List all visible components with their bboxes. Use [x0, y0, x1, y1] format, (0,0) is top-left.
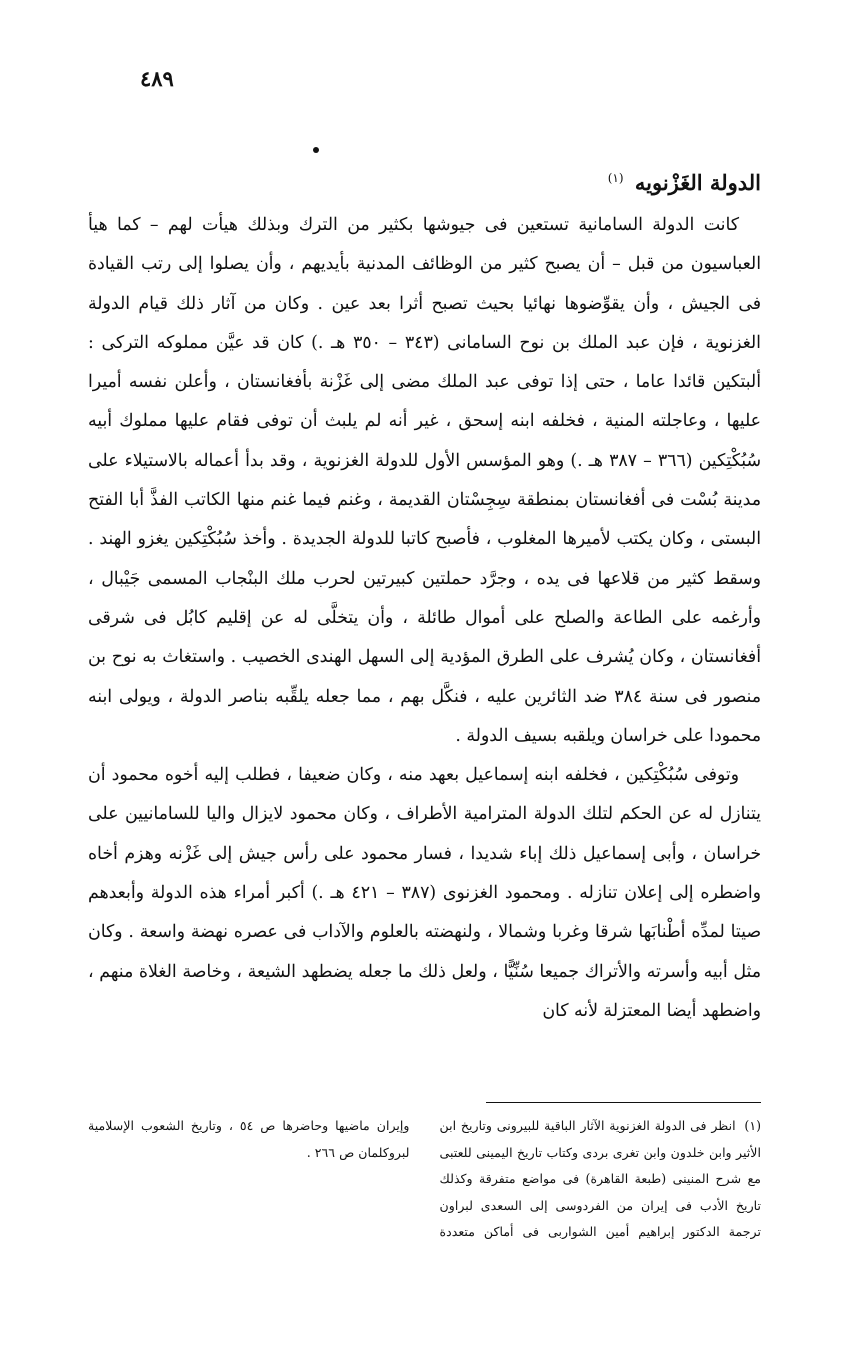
body-text — [88, 206, 761, 1031]
footnote-reference: (١) — [607, 171, 624, 185]
paragraph-2: وتوفى سُبُكْتِكين ، فخلفه ابنه إسماعيل بعهد منه ، وكان ضعيفا ، فطلب إليه أخوه محمود أن يتنازل له عن الحكم لتلك الدولة المترامية الأطراف ، وكان محمود لايزال واليا للسامانيين على خراسان ، وأبى إسماعيل ذلك إباء شديدا ، فسار محمود على رأس جيش إلى غَزْنه وهزم أخاه واضطره إلى إعلان تنازله . ومحمود الغزنوى (٣٨٧ – ٤٢١ هـ .) أكبر أمراء هذه الدولة وأبعدهم صيتا لمدِّه أطْنابَها شرقا وغربا وشمالا ، ولنهضته بالعلوم والآداب فى عصره نهضة واسعة . وكان مثل أبيه وأسرته والأتراك جميعا سُنِّيًّا ، ولعل ذلك ما جعله يضطهد الشيعة ، وخاصة الغلاة منهم ، واضطهد أيضا المعتزلة لأنه كان — [88, 765, 761, 1021]
section-heading-text: الدولة الغَزْنويه — [634, 170, 761, 195]
footnote-number: (١) — [744, 1118, 761, 1133]
ornament-dot — [313, 147, 319, 153]
page-number: ٤٨٩ — [140, 66, 174, 91]
footnotes — [88, 1113, 761, 1253]
footnote-text: انظر فى الدولة الغزنوية الآثار الباقية للبيرونى وتاريخ ابن الأثير وابن خلدون وابن تغرى بردى وكتاب تاريخ اليمينى للعتبى مع شرح المنينى (طبعة القاهرة) فى مواضع متفرقة وكذلك تاريخ الأدب فى إيران من الفردوسى إلى السعدى لبراون ترجمة الدكتور إبراهيم أمين الشواربى فى أماكن متعددة وإيران ماضيها وحاضرها ص ٥٤ ، وتاريخ الشعوب الإسلامية لبروكلمان ص ٢٦٦ . — [88, 1118, 761, 1239]
footnote-divider — [486, 1102, 761, 1103]
section-heading — [608, 170, 761, 195]
paragraph-1: كانت الدولة السامانية تستعين فى جيوشها بكثير من الترك وبذلك هيأت لهم – كما هيأ العباسيون من قبل – أن يصبح كثير من الوظائف المدنية بأيديهم ، وأن يصلوا إلى رتب القيادة فى الجيش ، وأن يقوِّضوها نهائيا بحيث تصبح أثرا بعد عين . وكان من آثار ذلك قيام الدولة الغزنوية ، فإن عبد الملك بن نوح السامانى (٣٤٣ – ٣٥٠ هـ .) كان قد عيَّن مملوكه التركى : ألبتكين قائدا عاما ، حتى إذا توفى عبد الملك مضى إلى غَزْنة بأفغانستان ، وأعلن نفسه أميرا عليها ، وعاجلته المنية ، فخلفه ابنه إسحق ، غير أنه لم يلبث أن توفى فقام عليها مملوك أبيه سُبُكْتِكين (٣٦٦ – ٣٨٧ هـ .) وهو المؤسس الأول للدولة الغزنوية ، وقد بدأ أعماله بالاستيلاء على مدينة بُسْت فى أفغانستان بمنطقة سِجِسْتان القديمة ، وغنم فيما غنم منها الكاتب الفذَّ أبا الفتح البستى ، وكان يكتب لأميرها المغلوب ، فأصبح كاتبا للدولة الجديدة . وأخذ سُبُكْتِكين يغزو الهند . وسقط كثير من قلاعها فى يده ، وجرَّد حملتين كبيرتين لحرب ملك البنْجاب المسمى جَيْبال ، وأرغمه على الطاعة والصلح على أموال طائلة ، وأن يتخلَّى له عن إقليم كابُل فى شرقى أفغانستان ، وكان يُشرف على الطرق المؤدية إلى السهل الهندى الخصيب . واستغاث به نوح بن منصور فى سنة ٣٨٤ ضد الثائرين عليه ، فنكَّل بهم ، مما جعله يلقِّبه بناصر الدولة ، ويولى ابنه محمودا على خراسان ويلقبه بسيف الدولة . — [88, 215, 761, 746]
